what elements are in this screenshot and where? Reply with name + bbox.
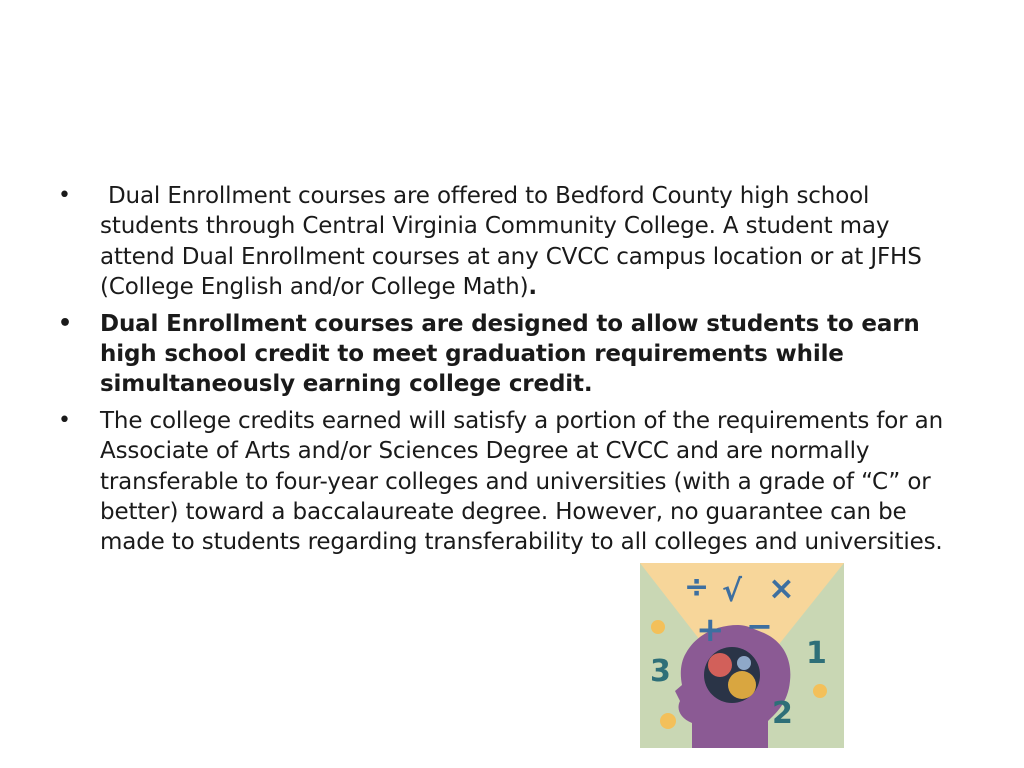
gear-small bbox=[737, 656, 751, 670]
divide-symbol: ÷ bbox=[684, 570, 710, 605]
sparkle bbox=[651, 620, 665, 634]
bullet-period: . bbox=[528, 274, 537, 301]
bullet-dot: • bbox=[58, 183, 71, 208]
minus-symbol: − bbox=[746, 607, 773, 645]
bullet-dot: • bbox=[58, 407, 71, 433]
number-three: 3 bbox=[650, 654, 671, 689]
bullet-text: Dual Enrollment courses are designed to allow students to earn high school credit to meet graduation requirements while simultaneously earning college credit. bbox=[100, 310, 920, 398]
sparkle bbox=[813, 684, 827, 698]
gear-red bbox=[708, 653, 732, 677]
bullet-list bbox=[58, 181, 968, 564]
sqrt-symbol: √ bbox=[722, 574, 743, 609]
brain-math-illustration bbox=[640, 563, 844, 748]
gear-gold bbox=[728, 671, 756, 699]
bullet-item-1 bbox=[58, 181, 968, 303]
bullet-dot: • bbox=[58, 310, 72, 336]
number-one: 1 bbox=[806, 636, 827, 671]
bullet-text: The college credits earned will satisfy a portion of the requirements for an Associate of Arts and/or Sciences Degree at CVCC and are normally transferable to four-year colleges and universities (with a grade of “C” or better) toward a baccalaureate degree. However, no guarantee can be made to students regarding transferability to all colleges and universities. bbox=[100, 407, 944, 556]
number-two: 2 bbox=[772, 696, 793, 731]
multiply-symbol: × bbox=[768, 569, 795, 607]
bullet-item-3 bbox=[58, 406, 968, 558]
plus-symbol: + bbox=[696, 610, 725, 650]
bullet-item-2 bbox=[58, 309, 968, 400]
bullet-text: Dual Enrollment courses are offered to Bedford County high school students through Central Virginia Community College. A student may attend Dual Enrollment courses at any CVCC campus location or at JFHS (College English and/or College Math) bbox=[100, 183, 922, 301]
sparkle bbox=[660, 713, 676, 729]
